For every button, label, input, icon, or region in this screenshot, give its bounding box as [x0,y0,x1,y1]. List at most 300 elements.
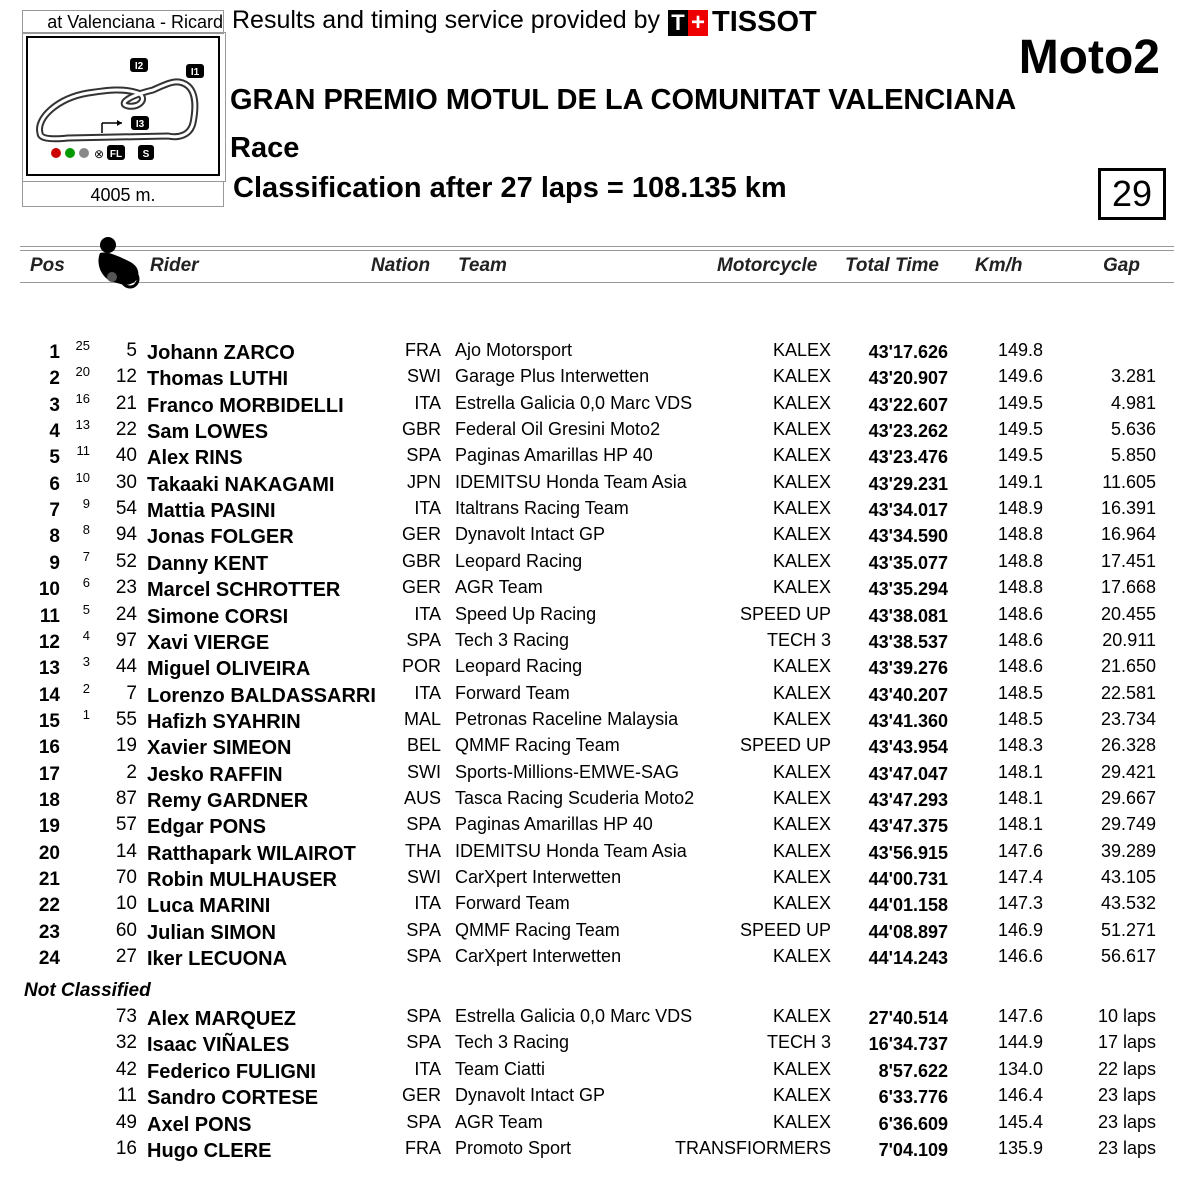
rider-name: Mattia PASINI [147,500,276,523]
total-time: 43'35.077 [868,552,948,573]
nation: GER [401,524,441,545]
rider-number: 5 [126,340,137,361]
motorcycle: KALEX [772,1111,831,1132]
grid-pos: 3 [82,654,90,670]
team: Paginas Amarillas HP 40 [455,445,653,466]
i1-label: I1 [190,67,200,78]
table-row [0,1059,1200,1085]
gap: 20.911 [1102,629,1156,650]
team: Tech 3 Racing [455,1032,570,1053]
speed: 147.6 [997,1006,1043,1026]
tissot-logo: T + TISSOT [668,6,817,39]
total-time: 43'43.954 [868,737,948,758]
grid-pos: 25 [75,338,90,353]
speed: 147.3 [997,893,1043,914]
speed: 149.5 [997,445,1043,466]
speed: 145.4 [997,1111,1043,1132]
total-time: 43'38.537 [868,631,948,652]
team: Promoto Sport [455,1138,572,1158]
rider-name: Hugo CLERE [147,1140,272,1162]
speed: 148.3 [997,735,1043,756]
total-time: 44'00.731 [868,869,948,889]
rider-number: 57 [115,814,137,836]
motorcycle: KALEX [772,577,831,598]
rider-name: Jesko RAFFIN [147,763,283,786]
table-row [0,1006,1200,1032]
nation: THA [405,840,441,861]
pos: 8 [49,526,60,548]
team: AGR Team [455,577,543,598]
green-light-icon [65,148,75,158]
total-time: 43'47.047 [868,763,948,784]
team: Ajo Motorsport [455,340,573,360]
rider-number: 12 [115,366,137,388]
rider-name: Thomas LUTHI [147,368,289,391]
gap: 22 laps [1097,1058,1156,1079]
rider-silhouette-icon [94,233,144,294]
motorcycle: KALEX [772,814,831,835]
nation: ITA [414,603,441,624]
gap: 29.421 [1100,761,1156,782]
total-time: 43'23.476 [868,447,948,468]
team: Forward Team [455,893,570,914]
gap: 56.617 [1100,946,1156,967]
circuit-name: at Valenciana - Ricard [47,12,223,32]
team: Garage Plus Interwetten [455,366,650,387]
gap: 21.650 [1100,656,1156,677]
gap: 43.532 [1100,893,1156,914]
gap: 16.391 [1100,498,1156,519]
table-row [0,340,1200,366]
motorcycle: TECH 3 [766,629,831,650]
team: Leopard Racing [455,656,583,677]
total-time: 43'17.626 [868,342,948,362]
rider-name: Robin MULHAUSER [147,869,337,891]
nation: SPA [406,629,441,650]
table-row [0,814,1200,840]
rider-name: Marcel SCHROTTER [147,579,341,602]
rider-number: 94 [115,524,137,546]
total-time: 8'57.622 [878,1060,948,1081]
rider-name: Alex MARQUEZ [147,1008,296,1030]
total-time: 43'22.607 [868,394,948,415]
speed: 148.1 [997,814,1043,835]
team: Sports-Millions-EMWE-SAG [455,761,680,782]
motorcycle: KALEX [772,840,831,861]
rider-name: Franco MORBIDELLI [147,394,344,417]
nation: SWI [407,761,441,782]
pos: 7 [49,500,60,522]
nation: SPA [406,919,441,940]
total-time: 43'34.590 [868,526,948,547]
team: IDEMITSU Honda Team Asia [455,471,687,492]
team: Tech 3 Racing [455,629,570,650]
speed: 135.9 [997,1138,1043,1158]
pos: 22 [38,895,60,917]
motorcycle: KALEX [772,498,831,519]
rider-name: Sandro CORTESE [147,1087,319,1110]
pos: 17 [38,763,60,785]
table-row [0,946,1200,972]
speed: 148.8 [997,524,1043,545]
team: Estrella Galicia 0,0 Marc VDS [455,1006,693,1026]
rider-name: Ratthapark WILAIROT [147,842,356,865]
gap: 17.668 [1100,577,1156,598]
rider-number: 49 [115,1111,137,1133]
rider-name: Hafizh SYAHRIN [147,710,301,733]
nation: BEL [406,735,441,756]
motorcycle: KALEX [772,419,831,440]
pos: 13 [38,658,60,680]
speed: 148.1 [997,761,1043,782]
table-row [0,1085,1200,1111]
table-row [0,627,1200,656]
pos: 21 [38,869,60,890]
total-time: 43'29.231 [868,473,948,494]
motorcycle: KALEX [772,946,831,967]
total-time: 43'34.017 [868,500,948,521]
speed: 149.8 [997,340,1043,360]
nation: ITA [414,392,441,413]
rider-number: 97 [115,629,137,651]
pos: 23 [38,921,60,943]
team: Leopard Racing [455,550,583,571]
grid-pos: 4 [82,627,90,643]
grid-pos: 2 [82,680,90,696]
nation: MAL [403,708,441,729]
rider-name: Sam LOWES [147,421,269,444]
rider-name: Alex RINS [147,447,243,470]
motorcycle: KALEX [772,471,831,492]
grid-pos: 16 [75,390,90,406]
motorcycle: KALEX [772,392,831,413]
rider-name: Luca MARINI [147,895,271,918]
rider-number: 7 [126,682,137,704]
speed: 147.4 [997,867,1043,887]
table-row [0,706,1200,735]
total-time: 43'47.375 [868,816,948,837]
col-kmh: Km/h [975,255,1023,276]
speed: 149.5 [997,392,1043,413]
nation: GBR [401,419,441,440]
rider-number: 30 [115,471,137,493]
table-row [0,548,1200,577]
table-row [0,469,1200,498]
i2-label: I2 [134,61,144,72]
grid-pos: 7 [82,548,90,564]
rider-number: 24 [115,603,137,625]
nation: SWI [407,366,441,387]
total-time: 43'35.294 [868,579,948,600]
table-row [0,893,1200,919]
total-time: 43'41.360 [868,710,948,731]
page-number: 29 [1098,168,1166,220]
speed: 146.6 [997,946,1043,967]
table-row [0,841,1200,867]
nation: GER [401,577,441,598]
gap: 16.964 [1100,524,1156,545]
header-divider [20,250,1174,251]
total-time: 44'14.243 [868,948,948,969]
rider-number: 27 [115,946,137,968]
motorcycle: KALEX [772,708,831,729]
team: QMMF Racing Team [455,919,620,940]
session-name: Race [230,132,300,164]
table-row [0,680,1200,709]
rider-name: Johann ZARCO [147,342,295,364]
rider-number: 22 [115,419,137,441]
rider-name: Remy GARDNER [147,789,309,812]
table-row [0,366,1200,392]
pos: 2 [49,368,60,390]
grid-pos: 5 [82,601,90,617]
total-time: 43'56.915 [868,842,948,863]
table-row [0,1032,1200,1058]
pos: 24 [38,948,60,970]
team: QMMF Racing Team [455,735,620,756]
table-row [0,735,1200,761]
pos: 16 [38,737,60,759]
table-row [0,1112,1200,1138]
team: Paginas Amarillas HP 40 [455,814,653,835]
table-row [0,419,1200,445]
speed: 148.8 [997,550,1043,571]
grid-pos: 9 [82,496,90,512]
total-time: 27'40.514 [868,1008,948,1028]
team: Federal Oil Gresini Moto2 [455,419,661,440]
circuit-name-tab [22,10,224,34]
motorcycle: KALEX [772,787,831,808]
rider-name: Edgar PONS [147,816,266,839]
team: Estrella Galicia 0,0 Marc VDS [455,392,693,413]
s-label: S [142,149,150,160]
motorcycle: KALEX [772,1085,831,1106]
rider-number: 14 [115,840,137,862]
speed: 149.1 [997,471,1043,492]
pos: 20 [38,842,60,864]
rider-name: Xavier SIMEON [147,737,292,760]
speed: 148.1 [997,787,1043,808]
gap: 29.667 [1100,787,1156,808]
total-time: 44'01.158 [868,895,948,916]
total-time: 43'40.207 [868,684,948,705]
nation: GBR [401,550,441,571]
motorcycle: KALEX [772,524,831,545]
rider-number: 19 [115,735,137,757]
nation: FRA [405,340,441,360]
motorcycle: KALEX [772,366,831,387]
tissot-wordmark: TISSOT [712,6,817,38]
nation: ITA [414,893,441,914]
table-row [0,656,1200,682]
total-time: 43'23.262 [868,421,948,442]
nation: AUS [403,787,441,808]
motorcycle: SPEED UP [739,919,831,940]
nation: JPN [406,471,441,492]
motorcycle: KALEX [772,1006,831,1026]
motorcycle: SPEED UP [739,603,831,624]
table-row [0,788,1200,814]
gap: 5.636 [1110,419,1156,440]
rider-number: 10 [115,893,137,915]
speed: 144.9 [997,1032,1043,1053]
motorcycle: SPEED UP [739,735,831,756]
col-gap: Gap [1103,255,1140,276]
motorcycle: KALEX [772,445,831,466]
pos: 14 [38,684,60,706]
motorcycle: KALEX [772,682,831,703]
pos: 4 [49,421,60,443]
rider-name: Iker LECUONA [147,948,288,971]
direction-arrow-icon [117,120,122,126]
i3-label: I3 [135,119,145,130]
rider-name: Simone CORSI [147,605,289,628]
nation: SPA [406,1111,441,1132]
col-motorcycle: Motorcycle [717,255,818,276]
total-time: 7'04.109 [878,1140,948,1160]
gap: 17 laps [1097,1032,1156,1053]
total-time: 43'39.276 [868,658,948,679]
gap: 51.271 [1100,919,1156,940]
nation: SWI [407,867,441,887]
pos: 19 [38,816,60,838]
speed: 149.6 [997,366,1043,387]
gap: 43.105 [1100,867,1156,887]
pos: 5 [49,447,60,469]
col-nation: Nation [371,255,431,276]
team: IDEMITSU Honda Team Asia [455,840,687,861]
circuit-length: 4005 m. [22,181,224,207]
team: Petronas Raceline Malaysia [455,708,679,729]
team: Dynavolt Intact GP [455,1085,606,1106]
rider-number: 52 [115,550,137,572]
pos: 9 [49,552,60,574]
red-light-icon [51,148,61,158]
total-time: 6'36.609 [878,1113,948,1134]
nation: FRA [405,1138,441,1158]
speed: 148.6 [997,629,1043,650]
gap: 23.734 [1100,708,1156,729]
provider-text: Results and timing service provided by [232,6,660,34]
team: AGR Team [455,1111,543,1132]
col-pos: Pos [30,255,65,276]
rider-name: Isaac VIÑALES [147,1034,290,1057]
rider-number: 16 [115,1138,137,1159]
motorcycle: KALEX [772,656,831,677]
rider-name: Danny KENT [147,552,269,575]
grey-light-icon [79,148,89,158]
pos: 1 [49,342,60,363]
speed: 134.0 [997,1058,1043,1079]
speed: 148.9 [997,498,1043,519]
speed: 148.5 [997,682,1043,703]
gap: 10 laps [1097,1006,1156,1026]
table-row [0,498,1200,524]
total-time: 43'20.907 [868,368,948,389]
gap: 23 laps [1097,1111,1156,1132]
speed: 148.6 [997,603,1043,624]
circuit-map [22,32,226,182]
rider-number: 70 [115,867,137,888]
speed: 146.9 [997,919,1043,940]
grid-pos: 13 [75,417,90,433]
motorcycle: KALEX [772,550,831,571]
team: Dynavolt Intact GP [455,524,606,545]
grid-pos: 10 [75,469,90,485]
nation: ITA [414,498,441,519]
gap: 20.455 [1100,603,1156,624]
team: CarXpert Interwetten [455,867,622,887]
pos: 18 [38,789,60,811]
event-name: GRAN PREMIO MOTUL DE LA COMUNITAT VALENCIANA [230,84,1017,116]
speed: 146.4 [997,1085,1043,1106]
table-row [0,762,1200,788]
header-divider [20,246,1174,247]
rider-number: 11 [117,1085,137,1107]
motorcycle: TECH 3 [766,1032,831,1053]
team: Forward Team [455,682,570,703]
fl-label: FL [109,149,123,160]
nation: GER [401,1085,441,1106]
total-time: 43'47.293 [868,789,948,810]
table-row [0,1138,1200,1164]
grid-pos: 20 [75,364,90,380]
rider-number: 55 [115,708,137,730]
col-total-time: Total Time [845,255,939,276]
gap: 17.451 [1100,550,1156,571]
col-team: Team [458,255,507,276]
total-time: 6'33.776 [878,1087,948,1108]
rider-name: Takaaki NAKAGAMI [147,473,335,496]
pos: 11 [39,605,60,627]
pos: 15 [38,710,60,732]
table-row [0,920,1200,946]
gap: 5.850 [1110,445,1156,466]
rider-number: 54 [115,498,137,520]
motorcycle: KALEX [772,340,831,360]
grid-pos: 8 [82,522,90,538]
team: Speed Up Racing [455,603,597,624]
header-divider [20,282,1174,283]
table-row [0,867,1200,893]
motorcycle: KALEX [772,761,831,782]
grid-pos: 11 [76,443,90,459]
rider-number: 60 [115,919,137,941]
team: CarXpert Interwetten [455,946,622,967]
rider-number: 21 [115,392,137,414]
rider-name: Xavi VIERGE [147,631,270,654]
pos: 12 [38,631,60,653]
total-time: 16'34.737 [868,1034,948,1055]
gap: 39.289 [1100,840,1156,861]
rider-number: 32 [115,1032,137,1054]
table-row [0,524,1200,550]
nation: SPA [406,1032,441,1053]
nation: ITA [414,682,441,703]
gap: 11.605 [1102,471,1156,492]
table-row [0,601,1200,630]
nation: SPA [406,946,441,967]
rider-number: 2 [126,761,137,783]
team: Italtrans Racing Team [455,498,629,519]
rider-number: 87 [115,787,137,809]
rider-number: 23 [115,577,137,599]
rider-number: 42 [115,1058,137,1080]
gap: 26.328 [1100,735,1156,756]
cross-icon: ⊗ [94,147,105,161]
track-layout-icon [28,38,218,174]
gap: 23 laps [1097,1085,1156,1106]
